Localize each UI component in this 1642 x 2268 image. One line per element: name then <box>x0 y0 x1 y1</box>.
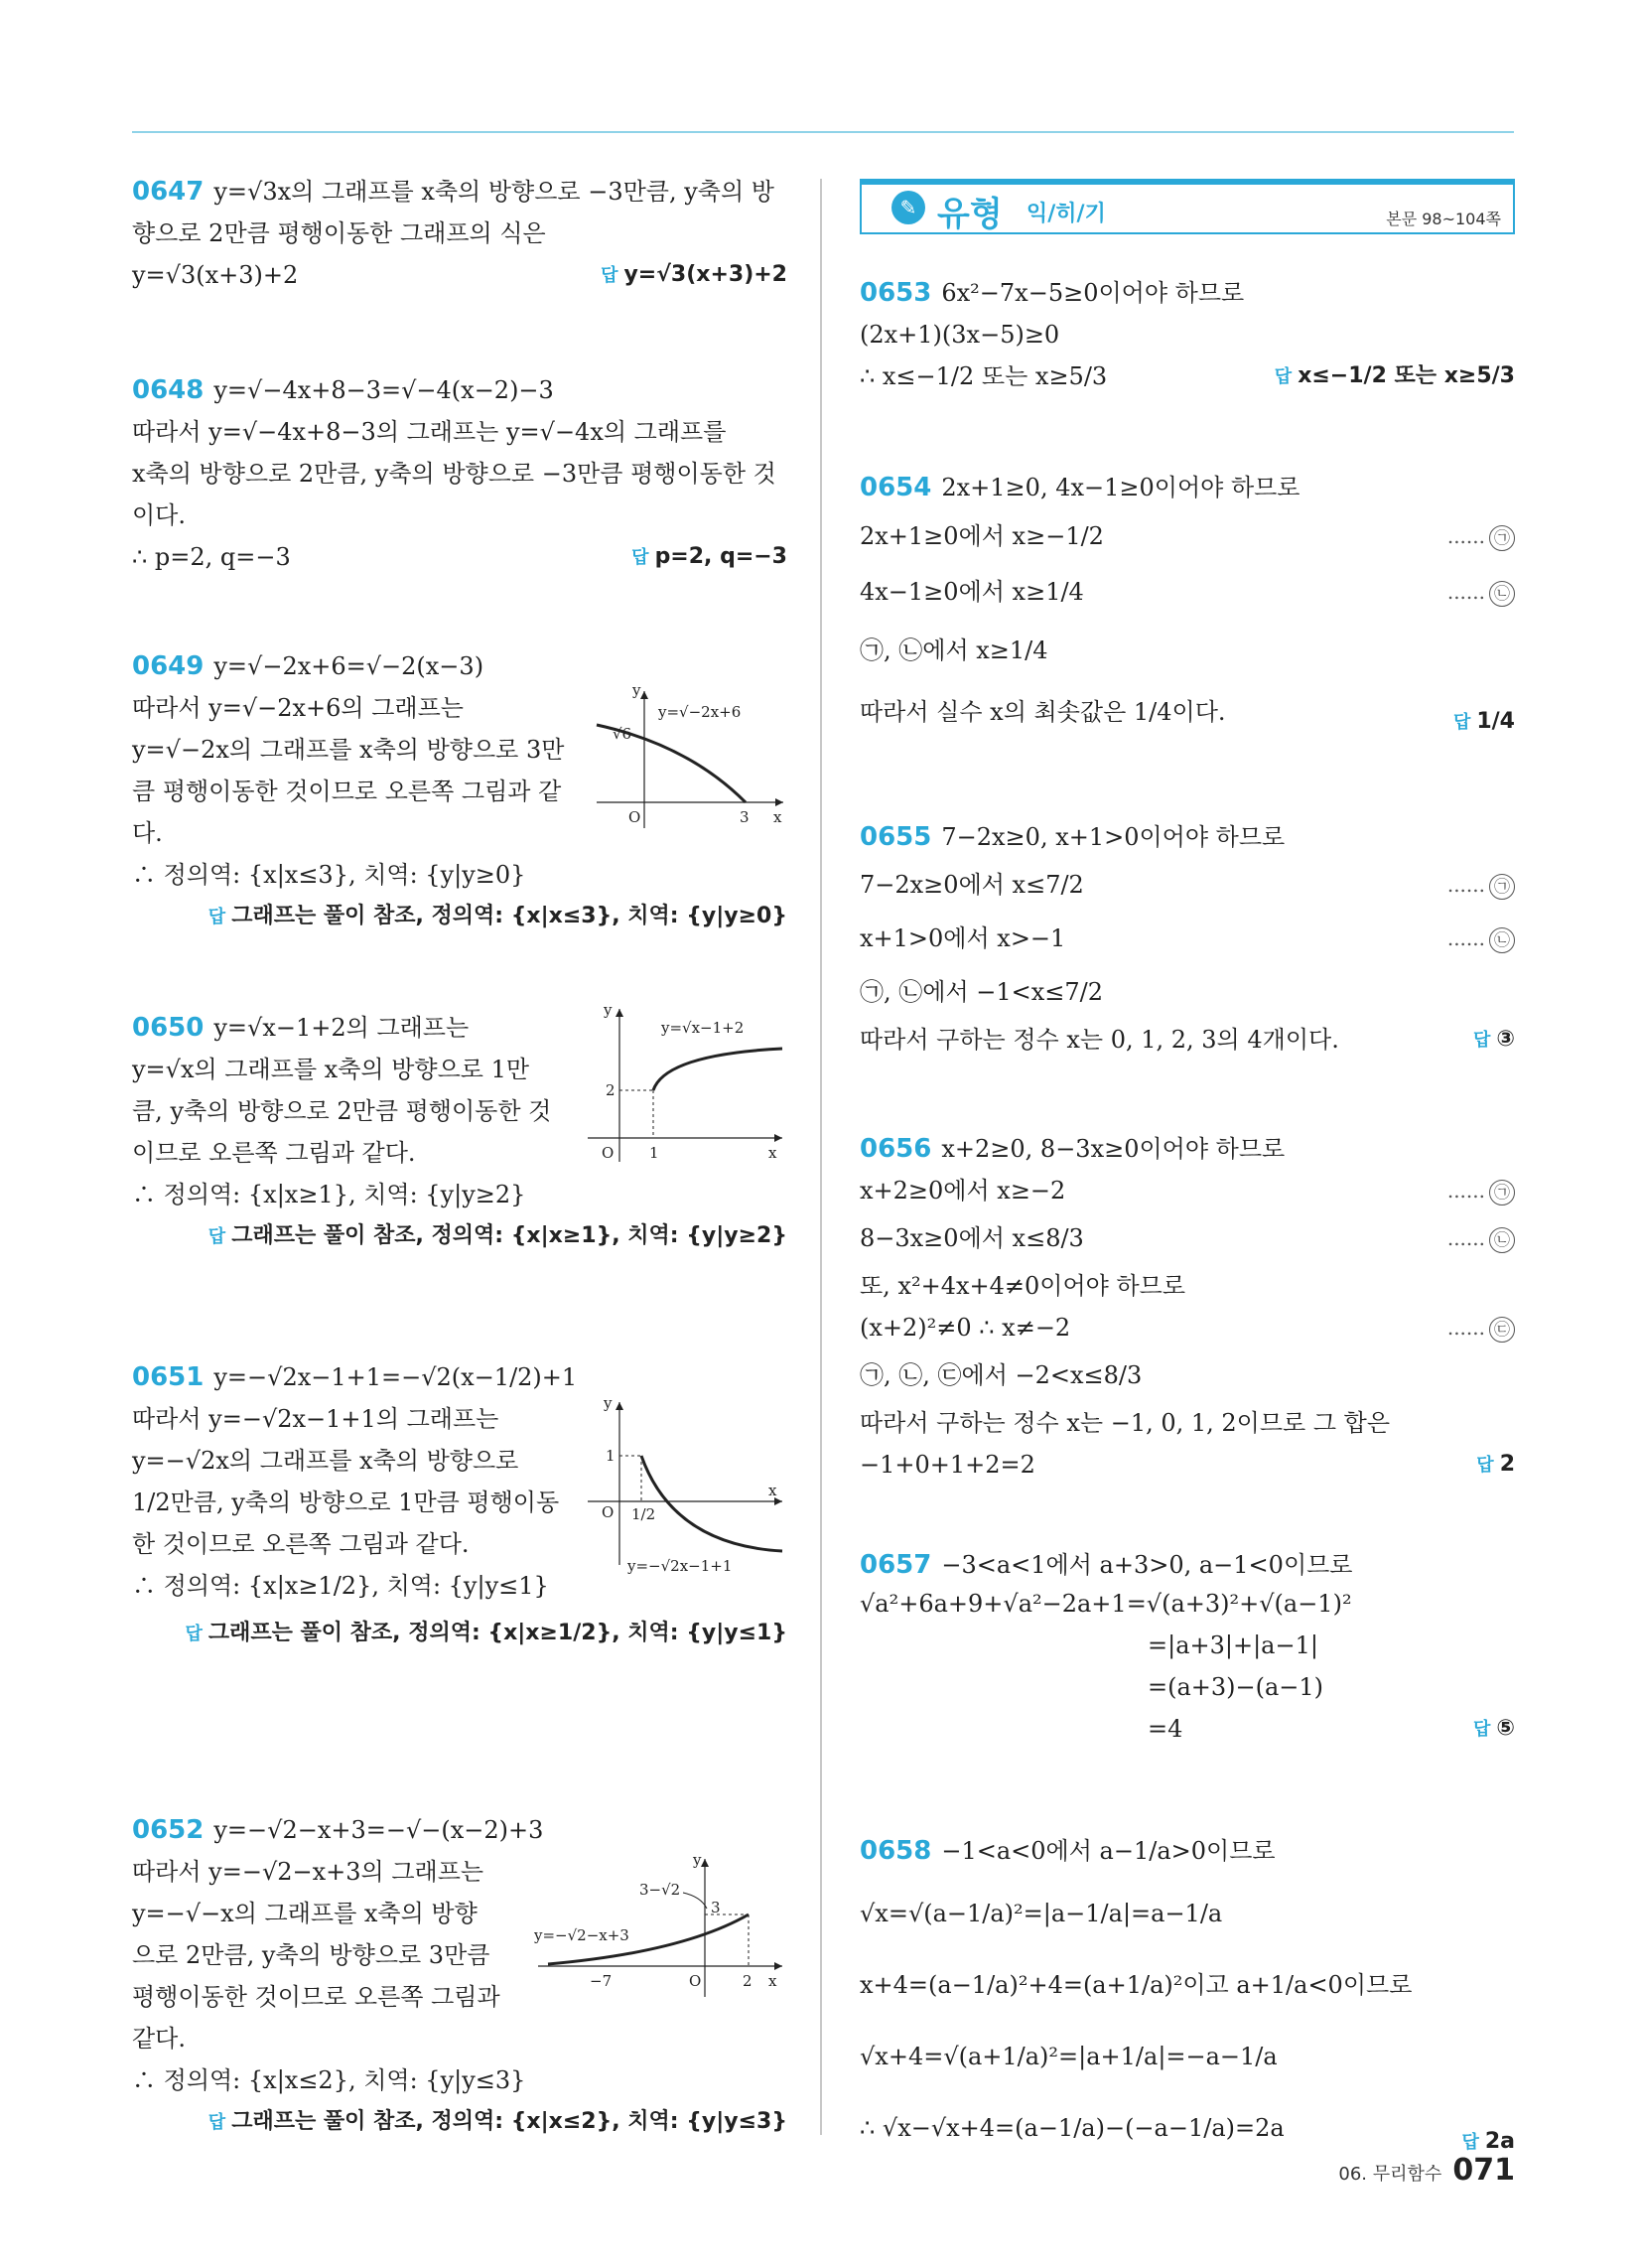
solution-line: 으로 2만큼, y축의 방향으로 3만큼 <box>132 1941 490 1969</box>
x-axis-label: x <box>773 808 782 826</box>
x-tick-label: −7 <box>590 1972 613 1990</box>
answer-tag: 답 <box>185 1624 203 1644</box>
section-banner <box>860 179 1515 234</box>
answer: 답 y=√3(x+3)+2 <box>601 262 787 287</box>
answer-tag: 답 <box>1274 366 1293 387</box>
curve-label: y=−√2−x+3 <box>534 1926 629 1944</box>
answer: 답 그래프는 풀이 참조, 정의역: {x|x≥1}, 치역: {y|y≥2} <box>207 1223 787 1248</box>
solution-line: =|a+3|+|a−1| <box>1148 1631 1318 1659</box>
problem-0650 <box>132 1003 787 1257</box>
solution-line: 또, x²+4x+4≠0이어야 하므로 <box>860 1272 1186 1300</box>
answer-tag: 답 <box>1472 1030 1491 1051</box>
problem-number: 0655 <box>860 822 932 852</box>
y-tick-label: √6 <box>613 725 632 743</box>
problem-number: 0649 <box>132 651 205 681</box>
solution-line: y=√−2x의 그래프를 x축의 방향으로 3만 <box>132 736 565 764</box>
solution-line: 큼 평행이동한 것이므로 오른쪽 그림과 같 <box>132 778 562 805</box>
solution-line: 8−3x≥0에서 x≤8/3 <box>860 1224 1084 1252</box>
answer-tag: 답 <box>1461 2132 1479 2153</box>
y-axis-label: y <box>604 1396 613 1412</box>
y-tick-label: 2 <box>606 1081 616 1099</box>
solution-line: 2x+1≥0에서 x≥−1/2 <box>860 522 1104 550</box>
y-tick-label: 3−√2 <box>639 1881 681 1899</box>
answer-tag: 답 <box>1476 1455 1494 1476</box>
y-tick-label: 3 <box>711 1899 721 1916</box>
curve-label: y=√x−1+2 <box>661 1019 745 1037</box>
solution-line: 이다. <box>132 501 186 529</box>
problem-number: 0648 <box>132 375 205 405</box>
answer-tag: 답 <box>207 2112 226 2133</box>
solution-line: x축의 방향으로 2만큼, y축의 방향으로 −3만큼 평행이동한 것 <box>132 460 776 488</box>
solution-line: 다. <box>132 819 163 847</box>
problem-0648 <box>132 369 787 578</box>
problem-number: 0653 <box>860 278 932 308</box>
solution-line: 따라서 y=√−2x+6의 그래프는 <box>132 694 464 722</box>
y-tick-label: 1 <box>606 1447 616 1465</box>
y-axis-label: y <box>632 683 641 699</box>
solution-line: x+2≥0, 8−3x≥0이어야 하므로 <box>941 1135 1286 1163</box>
pencil-icon: ✎ <box>891 191 925 224</box>
origin-label: O <box>628 808 641 826</box>
problem-0657 <box>860 1547 1515 1750</box>
problem-0647 <box>132 171 787 296</box>
solution-line: =(a+3)−(a−1) <box>1148 1673 1324 1701</box>
problem-number: 0651 <box>132 1362 205 1392</box>
solution-line: 평행이동한 것이므로 오른쪽 그림과 <box>132 1983 500 2011</box>
x-tick-label: 1/2 <box>631 1505 656 1523</box>
banner-page-ref: 본문 98~104쪽 <box>1386 210 1501 228</box>
reference-mark: ...... ㉡ <box>1447 1211 1515 1265</box>
x-tick-label: 1 <box>649 1144 659 1162</box>
solution-line: y=√x의 그래프를 x축의 방향으로 1만 <box>132 1056 530 1083</box>
answer: 답 그래프는 풀이 참조, 정의역: {x|x≤2}, 치역: {y|y≤3} <box>207 2109 787 2134</box>
reference-mark: ...... ㉠ <box>1447 508 1515 564</box>
solution-line: y=√−4x+8−3=√−4(x−2)−3 <box>213 376 554 404</box>
reference-mark: ...... ㉠ <box>1447 858 1515 912</box>
page-number: 071 <box>1452 2153 1515 2188</box>
problem-number: 0656 <box>860 1134 932 1164</box>
solution-line: 같다. <box>132 2025 186 2053</box>
solution-line: ∴ x≤−1/2 또는 x≥5/3 <box>860 362 1108 390</box>
answer: 답 그래프는 풀이 참조, 정의역: {x|x≤3}, 치역: {y|y≥0} <box>207 904 787 928</box>
solution-line: 따라서 실수 x의 최솟값은 1/4이다. <box>860 698 1226 726</box>
problem-number: 0650 <box>132 1013 205 1043</box>
graph-0649 <box>589 683 787 836</box>
solution-line: 2x+1≥0, 4x−1≥0이어야 하므로 <box>941 474 1300 501</box>
solution-line: ∴ 정의역: {x|x≤3}, 치역: {y|y≥0} <box>132 861 526 889</box>
solution-line: ∴ 정의역: {x|x≥1/2}, 치역: {y|y≤1} <box>132 1572 549 1600</box>
solution-line: 한 것이므로 오른쪽 그림과 같다. <box>132 1530 470 1558</box>
solution-line: (2x+1)(3x−5)≥0 <box>860 321 1060 349</box>
curve-label: y=√−2x+6 <box>658 703 742 721</box>
problem-0656 <box>860 1128 1515 1486</box>
answer: 답 1/4 <box>1452 709 1515 734</box>
graph-0651 <box>584 1396 787 1579</box>
top-rule <box>132 131 1514 133</box>
solution-line: ∴ 정의역: {x|x≥1}, 치역: {y|y≥2} <box>132 1181 526 1208</box>
reference-mark: ...... ㉢ <box>1447 1307 1515 1348</box>
x-axis-label: x <box>768 1482 777 1499</box>
problem-0658 <box>860 1825 1515 2163</box>
solution-line: 따라서 구하는 정수 x는 −1, 0, 1, 2이므로 그 합은 <box>860 1409 1391 1437</box>
x-axis-label: x <box>768 1972 777 1990</box>
answer: 답 x≤−1/2 또는 x≥5/3 <box>1274 363 1515 388</box>
solution-line: 따라서 구하는 정수 x는 0, 1, 2, 3의 4개이다. <box>860 1026 1339 1054</box>
solution-line: 7−2x≥0에서 x≤7/2 <box>860 871 1084 899</box>
reference-mark: ...... ㉠ <box>1447 1170 1515 1211</box>
answer: 답 2 <box>1476 1452 1515 1477</box>
problem-0654 <box>860 467 1515 743</box>
solution-line: y=−√2x−1+1=−√2(x−1/2)+1 <box>213 1363 578 1391</box>
solution-line: ㉠, ㉡, ㉢에서 −2<x≤8/3 <box>860 1361 1143 1389</box>
answer-tag: 답 <box>601 265 618 286</box>
solution-line: x+1>0에서 x>−1 <box>860 924 1066 952</box>
origin-label: O <box>689 1972 702 1990</box>
solution-line: ㉠, ㉡에서 −1<x≤7/2 <box>860 978 1104 1006</box>
banner-title: 유형 <box>937 195 1003 234</box>
solution-line: 4x−1≥0에서 x≥1/4 <box>860 578 1084 606</box>
column-divider <box>820 179 822 2135</box>
solution-line: ㉠, ㉡에서 x≥1/4 <box>860 637 1048 664</box>
solution-line: 따라서 y=√−4x+8−3의 그래프는 y=√−4x의 그래프를 <box>132 418 727 446</box>
curve-label: y=−√2x−1+1 <box>627 1557 733 1575</box>
solution-line: 7−2x≥0, x+1>0이어야 하므로 <box>941 823 1286 851</box>
answer-tag: 답 <box>207 907 226 927</box>
problem-number: 0647 <box>132 177 205 207</box>
solution-line: 6x²−7x−5≥0이어야 하므로 <box>941 279 1245 307</box>
banner-subtitle: 익/히/기 <box>1026 202 1106 226</box>
solution-line: y=√3(x+3)+2 <box>132 261 299 289</box>
answer-tag: 답 <box>631 547 649 568</box>
solution-line: y=−√2−x+3=−√−(x−2)+3 <box>213 1816 544 1844</box>
solution-line: √a²+6a+9+√a²−2a+1=√(a+3)²+√(a−1)² <box>860 1590 1352 1618</box>
y-axis-label: y <box>693 1853 702 1869</box>
solution-line: y=√x−1+2의 그래프는 <box>213 1014 470 1042</box>
answer: 답 그래프는 풀이 참조, 정의역: {x|x≥1/2}, 치역: {y|y≤1} <box>185 1621 787 1645</box>
solution-line: y=−√2x의 그래프를 x축의 방향으로 <box>132 1447 519 1475</box>
reference-mark: ...... ㉡ <box>1447 564 1515 620</box>
solution-line: =4 <box>1148 1715 1183 1743</box>
solution-line: √x=√(a−1/a)²=|a−1/a|=a−1/a <box>860 1900 1223 1927</box>
problem-number: 0658 <box>860 1836 932 1866</box>
reference-mark: ...... ㉡ <box>1447 912 1515 965</box>
solution-line: 큼, y축의 방향으로 2만큼 평행이동한 것 <box>132 1097 552 1125</box>
solution-line: x+2≥0에서 x≥−2 <box>860 1177 1066 1205</box>
problem-0652 <box>132 1809 787 2143</box>
answer: 답 p=2, q=−3 <box>631 544 787 569</box>
solution-line: 1/2만큼, y축의 방향으로 1만큼 평행이동 <box>132 1488 560 1516</box>
page-footer <box>1338 2153 1515 2188</box>
answer-tag: 답 <box>1452 712 1471 733</box>
solution-line: ∴ √x−√x+4=(a−1/a)−(−a−1/a)=2a <box>860 2114 1285 2142</box>
solution-line: 이므로 오른쪽 그림과 같다. <box>132 1139 416 1167</box>
origin-label: O <box>602 1144 615 1162</box>
solution-line: x+4=(a−1/a)²+4=(a+1/a)²이고 a+1/a<0이므로 <box>860 1971 1413 1999</box>
problem-number: 0657 <box>860 1550 932 1580</box>
solution-line: ∴ p=2, q=−3 <box>132 543 291 571</box>
solution-line: √x+4=√(a+1/a)²=|a+1/a|=−a−1/a <box>860 2043 1278 2070</box>
answer: 답 2a <box>1461 2129 1515 2154</box>
solution-line: −3<a<1에서 a+3>0, a−1<0이므로 <box>941 1551 1353 1579</box>
problem-0651 <box>132 1356 787 1658</box>
x-tick-label: 3 <box>740 808 750 826</box>
chapter-label: 06. 무리함수 <box>1338 2164 1442 2185</box>
y-axis-label: y <box>604 1003 613 1019</box>
solution-line: (x+2)²≠0 ∴ x≠−2 <box>860 1314 1071 1342</box>
answer: 답 ③ <box>1472 1027 1515 1052</box>
problem-0653 <box>860 272 1515 397</box>
solution-line: y=−√−x의 그래프를 x축의 방향 <box>132 1900 478 1927</box>
graph-0650 <box>584 1003 787 1176</box>
graph-0652 <box>534 1853 787 2006</box>
solution-line: y=√−2x+6=√−2(x−3) <box>213 652 484 680</box>
problem-0649 <box>132 645 787 937</box>
answer-tag: 답 <box>207 1226 226 1247</box>
answer-tag: 답 <box>1472 1719 1491 1740</box>
answer: 답 ⑤ <box>1472 1716 1515 1741</box>
solution-line: −1+0+1+2=2 <box>860 1451 1035 1479</box>
solution-line: −1<a<0에서 a−1/a>0이므로 <box>941 1837 1276 1865</box>
solution-line: 따라서 y=−√2−x+3의 그래프는 <box>132 1858 484 1886</box>
solution-line: 향으로 2만큼 평행이동한 그래프의 식은 <box>132 219 546 247</box>
x-axis-label: x <box>768 1144 777 1162</box>
solution-line: ∴ 정의역: {x|x≤2}, 치역: {y|y≤3} <box>132 2066 526 2094</box>
problem-number: 0654 <box>860 473 932 502</box>
solution-line: y=√3x의 그래프를 x축의 방향으로 −3만큼, y축의 방 <box>213 178 774 206</box>
solution-line: 따라서 y=−√2x−1+1의 그래프는 <box>132 1405 499 1433</box>
origin-label: O <box>602 1503 615 1521</box>
problem-0655 <box>860 816 1515 1061</box>
problem-number: 0652 <box>132 1815 205 1845</box>
x-tick-label: 2 <box>743 1972 753 1990</box>
